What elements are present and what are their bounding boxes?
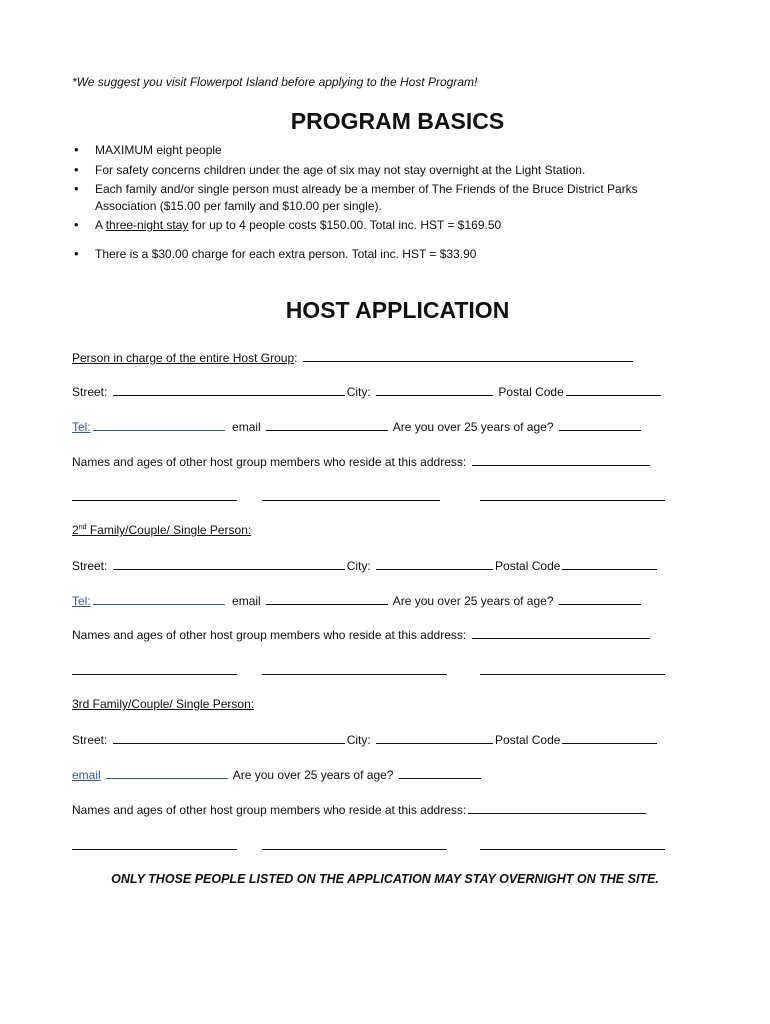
third-family-heading	[72, 697, 254, 711]
email-label: email	[232, 594, 261, 608]
names-ages-field-3[interactable]	[468, 802, 646, 814]
member-blank-2c[interactable]	[480, 674, 665, 675]
street-field-1[interactable]	[113, 384, 345, 396]
street-row-3	[72, 732, 659, 747]
age-field-3[interactable]	[399, 767, 481, 779]
email-label: email	[232, 420, 261, 434]
member-blank-3b[interactable]	[262, 849, 447, 850]
bullet-extra-person: • There is a $30.00 charge for each extra person. Total inc. HST = $33.90	[72, 246, 692, 263]
street-field-3[interactable]	[113, 732, 345, 744]
city-label: City:	[346, 385, 371, 399]
postal-code-label: Postal Code	[495, 733, 561, 747]
bullet-suffix: for up to 4 people costs $150.00. Total inc. HST = $169.50	[188, 218, 502, 232]
age-field-2[interactable]	[559, 593, 641, 605]
member-blank-2b[interactable]	[262, 674, 447, 675]
third-family-label: 3rd Family/Couple/ Single Person:	[72, 697, 255, 711]
street-label: Street:	[72, 733, 108, 747]
tel-field-2[interactable]	[93, 593, 225, 605]
city-label: City:	[346, 559, 371, 573]
email-row-3	[72, 767, 483, 782]
second-family-sup: nd	[78, 524, 87, 531]
person-in-charge-label: Person in charge of the entire Host Group	[72, 351, 295, 365]
street-label: Street:	[72, 385, 108, 399]
names-ages-field-2[interactable]	[472, 627, 650, 639]
second-family-label	[72, 523, 251, 537]
street-row-1	[72, 384, 663, 399]
bullet-children-age: • For safety concerns children under the age of six may not stay overnight at the Light Station.	[72, 162, 692, 179]
second-family-number: 2	[72, 523, 79, 537]
postal-code-label: Postal Code	[495, 559, 561, 573]
person-in-charge-row	[72, 350, 635, 365]
tel-field-1[interactable]	[93, 419, 225, 431]
intro-note: *We suggest you visit Flowerpot Island before applying to the Host Program!	[72, 75, 478, 89]
bullet-max-people: • MAXIMUM eight people	[72, 142, 692, 159]
member-blank-1a[interactable]	[72, 500, 237, 501]
email-field-1[interactable]	[266, 419, 388, 431]
age-question: Are you over 25 years of age?	[392, 594, 554, 608]
names-ages-row-1	[72, 454, 652, 469]
names-ages-row-2	[72, 627, 652, 642]
age-field-1[interactable]	[559, 419, 641, 431]
email-label: email	[72, 768, 101, 782]
member-blank-1c[interactable]	[480, 500, 665, 501]
street-label: Street:	[72, 559, 108, 573]
city-field-2[interactable]	[376, 558, 493, 570]
member-blank-3c[interactable]	[480, 849, 665, 850]
age-question: Are you over 25 years of age?	[392, 420, 554, 434]
colon: :	[294, 351, 298, 365]
tel-label: Tel:	[72, 420, 91, 434]
tel-label: Tel:	[72, 594, 91, 608]
program-basics-heading: PROGRAM BASICS	[290, 108, 505, 134]
street-row-2	[72, 558, 659, 573]
tel-row-2	[72, 593, 643, 608]
postal-code-field-3[interactable]	[562, 732, 657, 744]
city-field-3[interactable]	[376, 732, 493, 744]
names-ages-label: Names and ages of other host group members who reside at this address:	[72, 455, 467, 469]
city-label: City:	[346, 733, 371, 747]
postal-code-label: Postal Code	[498, 385, 564, 399]
three-night-stay-text: three-night stay	[105, 218, 189, 232]
bullet-membership: • Each family and/or single person must already be a member of The Friends of the Bruce District Parks Association ($15.00 per family and $10.00 per single).	[72, 181, 692, 214]
postal-code-field-2[interactable]	[562, 558, 657, 570]
names-ages-label: Names and ages of other host group members who reside at this address:	[72, 803, 467, 817]
member-blank-3a[interactable]	[72, 849, 237, 850]
tel-row-1	[72, 419, 643, 434]
names-ages-label: Names and ages of other host group members who reside at this address:	[72, 628, 467, 642]
postal-code-field-1[interactable]	[566, 384, 661, 396]
names-ages-field-1[interactable]	[472, 454, 650, 466]
member-blank-2a[interactable]	[72, 674, 237, 675]
names-ages-row-3	[72, 802, 648, 817]
age-question: Are you over 25 years of age?	[232, 768, 394, 782]
second-family-heading	[72, 523, 251, 537]
person-in-charge-field[interactable]	[303, 350, 633, 362]
program-basics-list	[72, 142, 692, 265]
second-family-suffix: Family/Couple/ Single Person:	[86, 523, 252, 537]
member-blank-1b[interactable]	[262, 500, 440, 501]
email-field-3[interactable]	[106, 767, 228, 779]
bullet-three-night-cost	[72, 217, 692, 234]
street-field-2[interactable]	[113, 558, 345, 570]
city-field-1[interactable]	[376, 384, 493, 396]
host-application-heading: HOST APPLICATION	[285, 297, 510, 323]
bullet-prefix: A	[95, 218, 106, 232]
overnight-notice: ONLY THOSE PEOPLE LISTED ON THE APPLICATION MAY STAY OVERNIGHT ON THE SITE.	[111, 872, 659, 886]
email-field-2[interactable]	[266, 593, 388, 605]
